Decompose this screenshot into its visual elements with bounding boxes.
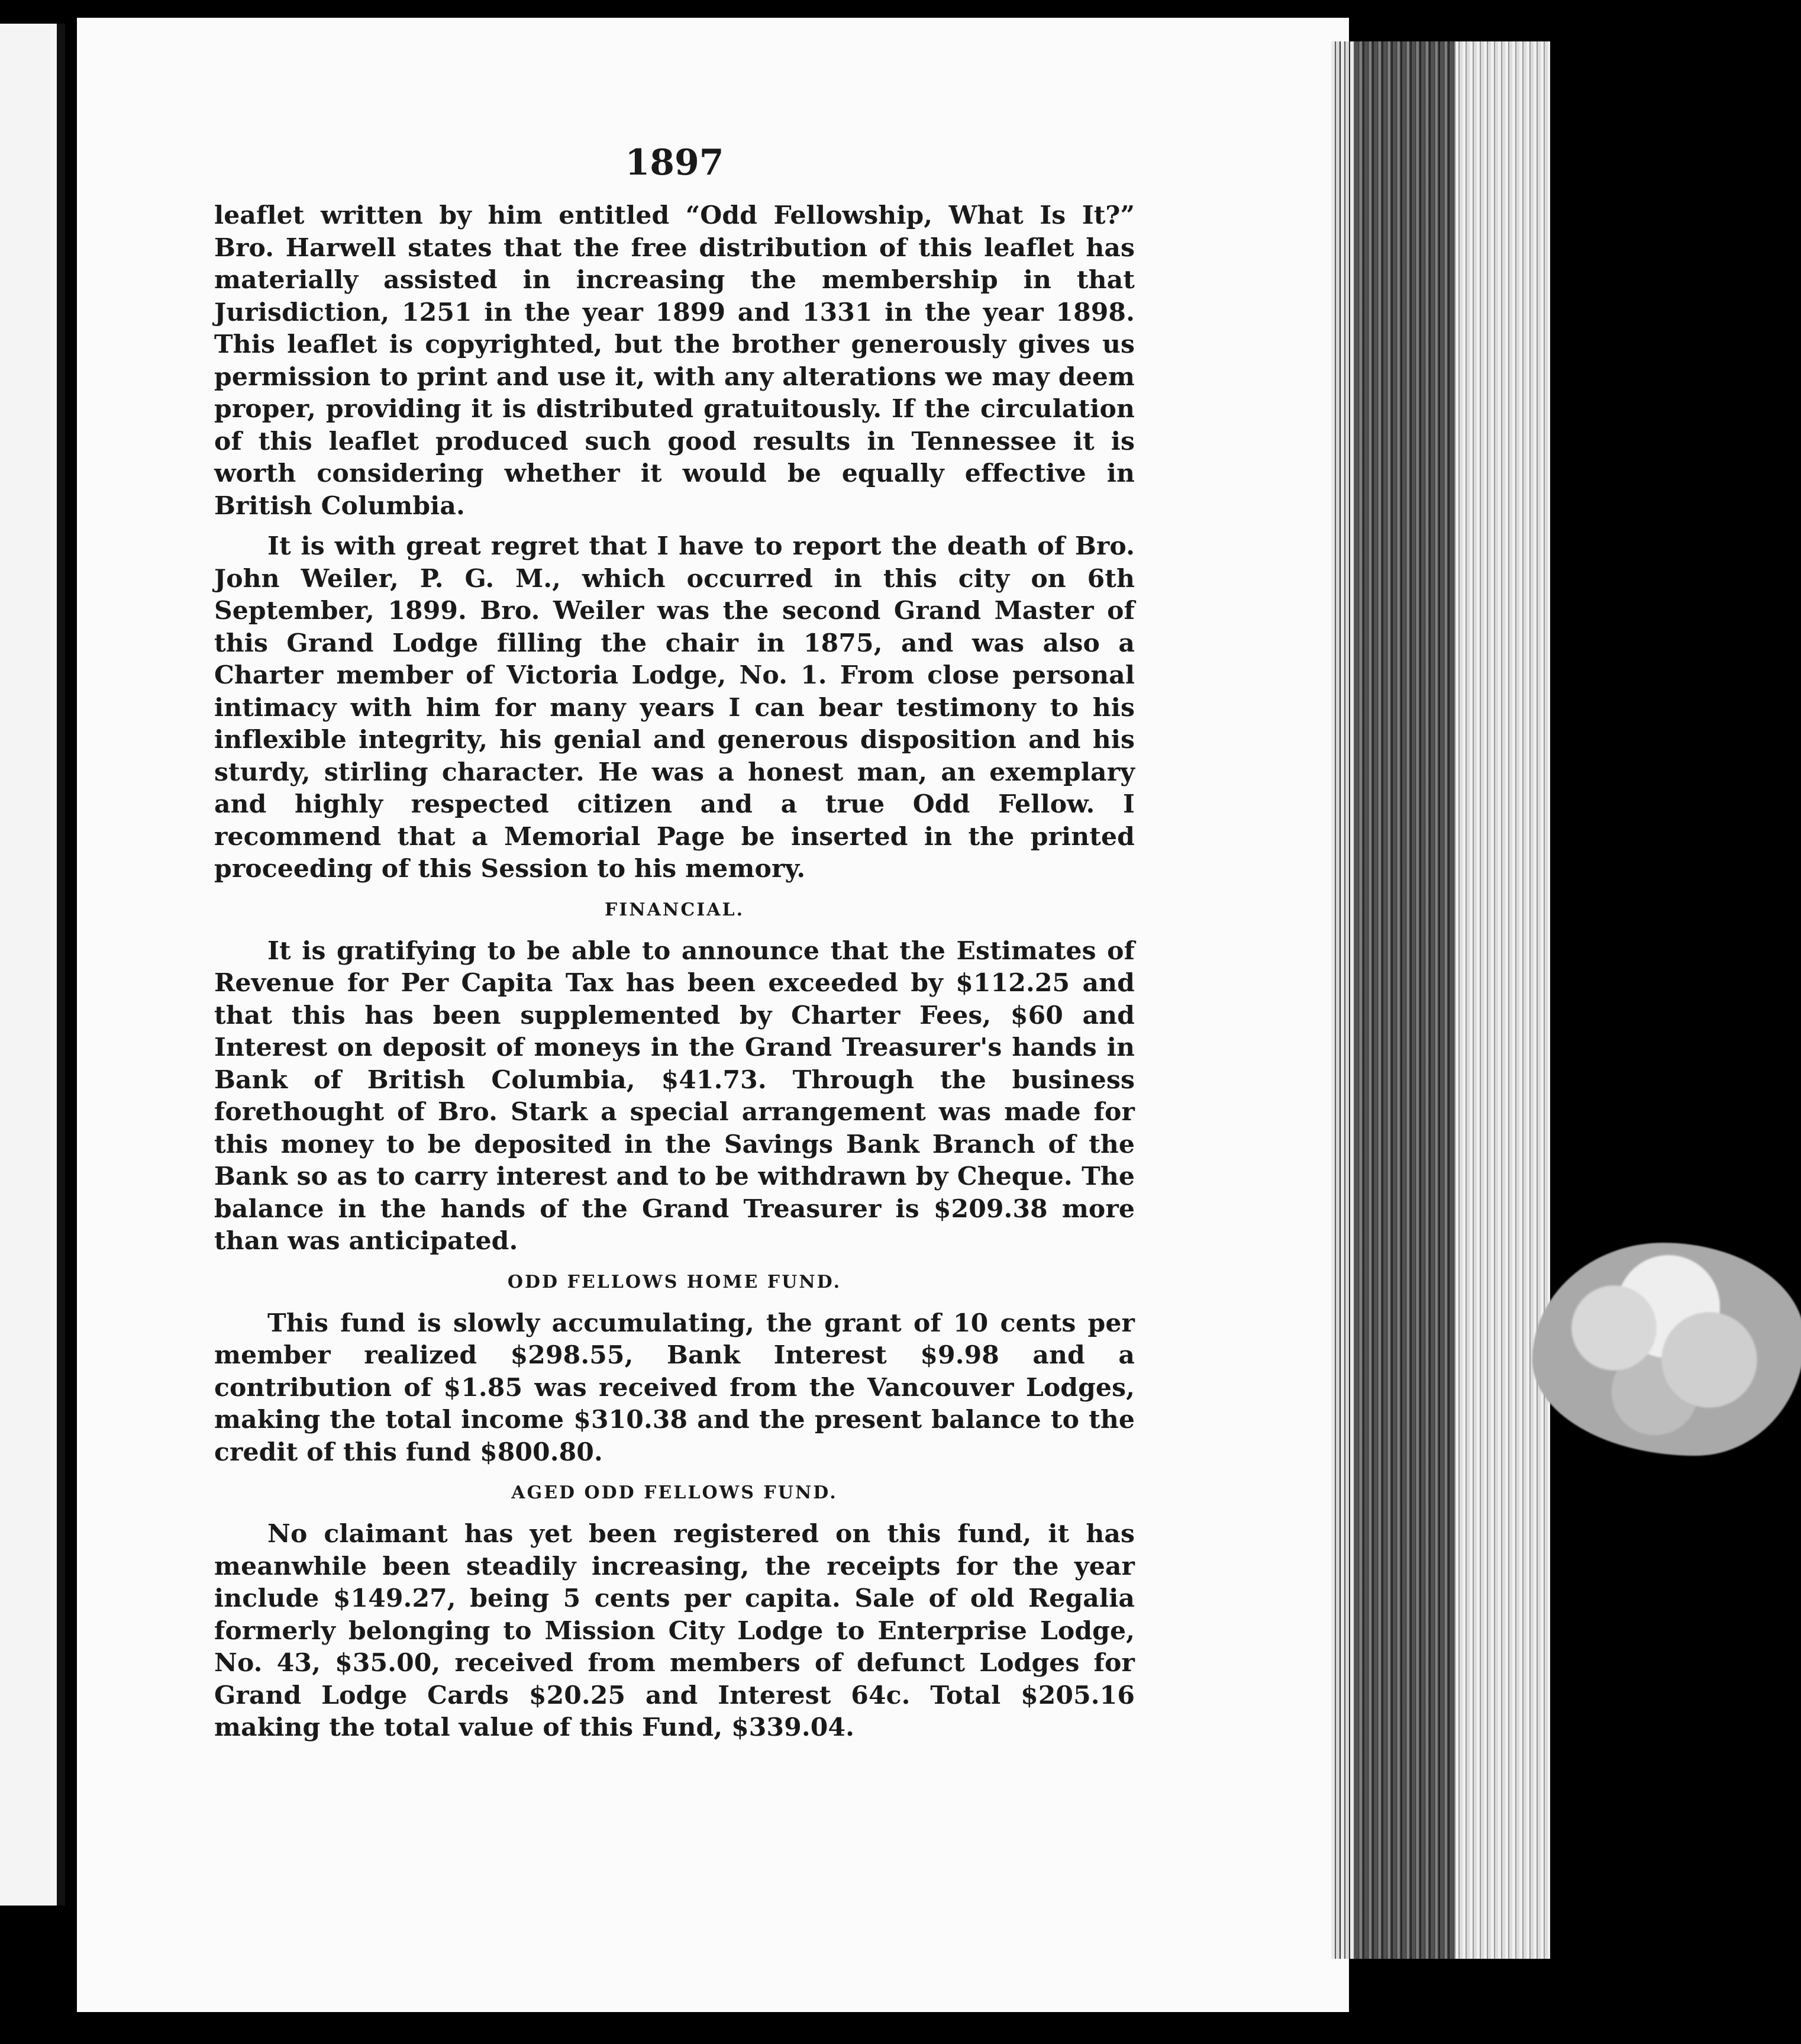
heading-financial: FINANCIAL. [604, 899, 745, 920]
paragraph-leaflet: leaflet written by him entitled “Odd Fellowship, What Is It?” Bro. Harwell states that the free distribution of this leaflet has materially assisted in increasing the membership in that Jurisdiction, 1251 in the year 1899 and 1331 in the year 1898. This leaflet is copyrighted, but the brother generously gives us permission to print and use it, with any alterations we may deem proper, providing it is distributed gratuitously. If the circulation of this leaflet produced such good results in Tennessee it is worth considering whether it would be equally effective in British Columbia. [214, 201, 1135, 521]
page-number: 1897 [625, 142, 724, 183]
paragraph-aged-fund: No claimant has yet been registered on this fund, it has meanwhile been steadily increasing, the receipts for the year include $149.27, being 5 cents per capita. Sale of old Regalia formerly belonging to Mission City Lodge to Enterprise Lodge, No. 43, $35.00, received from members of defunct Lodges for Grand Lodge Cards $20.25 and Interest 64c. Total $205.16 making the total value of this Fund, $339.04. [214, 1519, 1135, 1742]
page-text [214, 139, 1135, 1752]
heading-aged-fund: AGED ODD FELLOWS FUND. [511, 1482, 838, 1503]
facing-page-edge [0, 24, 65, 1906]
stacked-page-edges [1331, 41, 1550, 1959]
paragraph-home-fund: This fund is slowly accumulating, the grant of 10 cents per member realized $298.55, Bank Interest $9.98 and a contribution of $1.85 was received from the Vancouver Lodges, making the total income $310.38 and the present balance to the credit of this fund $800.80. [214, 1308, 1135, 1467]
paragraph-death-notice: It is with great regret that I have to report the death of Bro. John Weiler, P. G. M., which occurred in this city on 6th September, 1899. Bro. Weiler was the second Grand Master of this Grand Lodge filling the chair in 1875, and was also a Charter member of Victoria Lodge, No. 1. From close personal intimacy with him for many years I can bear testimony to his inflexible integrity, his genial and generous disposition and his sturdy, stirling character. He was a honest man, an exemplary and highly respected citizen and a true Odd Fellow. I recommend that a Memorial Page be inserted in the printed proceeding of this Session to his memory. [214, 531, 1135, 884]
heading-home-fund: ODD FELLOWS HOME FUND. [507, 1271, 842, 1292]
paper-stain [1532, 1243, 1801, 1456]
paragraph-financial: It is gratifying to be able to announce that the Estimates of Revenue for Per Capita Tax has been exceeded by $112.25 and that this has been supplemented by Charter Fees, $60 and Interest on deposit of moneys in the Grand Treasurer's hands in Bank of British Columbia, $41.73. Through the business forethought of Bro. Stark a special arrangement was made for this money to be deposited in the Savings Bank Branch of the Bank so as to carry interest and to be withdrawn by Cheque. The balance in the hands of the Grand Treasurer is $209.38 more than was anticipated. [214, 936, 1135, 1256]
